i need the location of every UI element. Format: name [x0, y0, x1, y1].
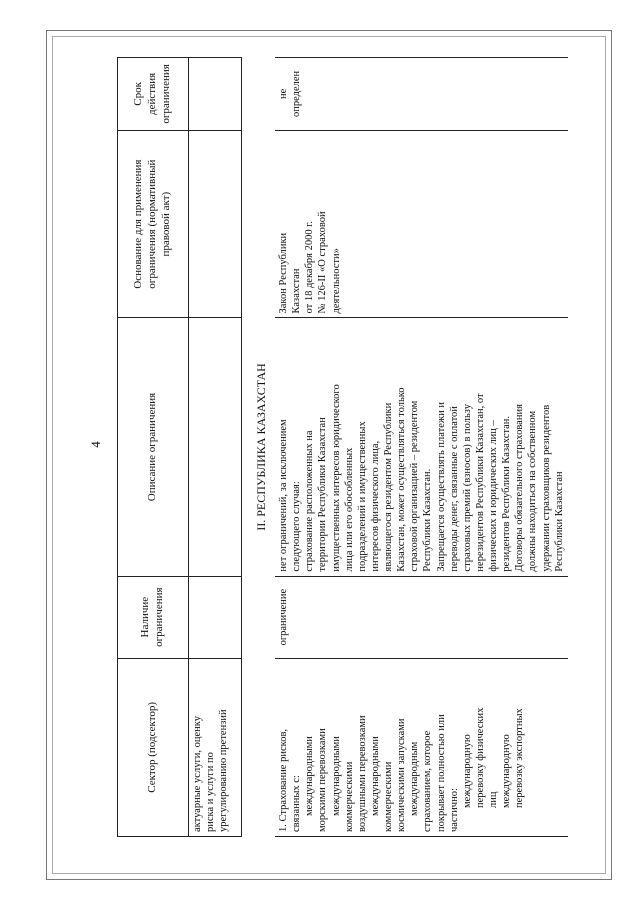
header-basis-line: Основание для применения: [132, 159, 145, 289]
presence-cell: ограничение: [275, 576, 568, 658]
description-line: территории Республики Казахстан: [317, 417, 329, 572]
description-cell: [275, 318, 568, 576]
description-line: переводы денег, связанные с оплатой: [448, 406, 460, 572]
description-line: Казахстан, может осуществляться только: [396, 387, 408, 572]
sector-line: покрывает полностью или: [435, 714, 447, 832]
header-term-line: действия: [146, 72, 159, 115]
section-title: II. РЕСПУБЛИКА КАЗАХСТАН: [254, 363, 268, 531]
sector-line: международную: [461, 734, 473, 808]
sector-line: 1. Страхование рисков,: [278, 728, 289, 832]
basis-line: Закон Республики: [278, 232, 289, 314]
continuation-row: [189, 58, 242, 837]
sector-line: связанных с:: [291, 775, 303, 832]
header-basis: [118, 130, 189, 318]
term-line: не: [278, 88, 289, 100]
rotated-page: [70, 47, 601, 842]
description-line: удержании страховщиков резидентов: [540, 404, 552, 572]
sector-line: воздушными перевозками: [356, 715, 368, 832]
header-term-line: ограничения: [159, 64, 172, 124]
description-line: лица или его обособленных: [343, 447, 355, 572]
basis-line: Казахстан: [291, 268, 303, 314]
description-line: нерезидентов Республики Казахстан, от: [474, 393, 486, 572]
description-line: подразделений и имущественных: [356, 421, 368, 572]
sector-line: международными: [304, 736, 316, 816]
description-line: страховой организацией – резидентом: [409, 400, 421, 572]
term-cell: [275, 58, 568, 131]
main-row: [275, 58, 568, 837]
basis-cell: [275, 130, 568, 318]
sector-line: частично:: [448, 788, 460, 832]
continuation-cell: [189, 658, 242, 836]
basis-line: деятельности»: [330, 248, 342, 314]
basis-line: № 126-II «О страховой: [317, 211, 329, 314]
sector-line: международными: [330, 736, 342, 816]
sector-line: перевозку физических: [474, 707, 486, 808]
sector-line: коммерческими: [383, 761, 394, 832]
sector-line: страхованием, которое: [422, 730, 434, 832]
sector-cell: [275, 658, 568, 836]
sector-line: международными: [369, 736, 381, 816]
header-basis-line: ограничения (нормативный: [146, 159, 159, 289]
sector-line: космическими запусками: [396, 718, 408, 832]
sector-line: коммерческими: [343, 761, 355, 832]
description-line: являющегося резидентом Республики: [383, 402, 394, 572]
description-line: имущественных интересов юридического: [330, 384, 342, 572]
basis-line: от 18 декабря 2000 г.: [304, 221, 316, 314]
description-line: Запрещается осуществлять платежи и: [435, 401, 447, 572]
description-line: страховых премий (взносов) в пользу: [461, 404, 473, 572]
sector-line: лиц: [488, 791, 499, 808]
description-line: интересов физического лица,: [369, 440, 381, 572]
header-description: Описание ограничения: [118, 318, 189, 576]
description-line: должны находиться на собственном: [527, 410, 539, 572]
header-row: [118, 58, 189, 837]
empty-cell: [189, 576, 242, 658]
description-line: страхование расположенных на: [304, 430, 316, 572]
description-line: нет ограничений, за исключением: [278, 419, 289, 572]
sector-line: перевозку экспортных: [514, 708, 526, 808]
description-line: Договоры обязательного страхования: [514, 404, 526, 572]
header-presence-line: ограничения: [153, 587, 165, 647]
continuation-line: урегулированию претензий: [218, 709, 230, 832]
header-term: [118, 58, 189, 131]
sector-line: международным: [409, 741, 421, 816]
header-presence: [118, 576, 189, 658]
description-line: резидентов Республики Казахстан.: [501, 416, 513, 572]
sector-line: морскими перевозками: [317, 728, 329, 832]
description-line: следующего случая:: [291, 481, 303, 572]
restrictions-table: [117, 57, 568, 837]
continuation-line: актуарные услуги, оценку: [192, 716, 203, 832]
description-line: физических и юридических лиц –: [488, 420, 499, 572]
empty-cell: [189, 58, 242, 131]
header-presence-line: Наличие: [139, 596, 152, 638]
header-term-line: Срок: [132, 82, 145, 106]
description-line: Республики Казахстан: [553, 471, 565, 572]
header-sector: Сектор (подсектор): [118, 658, 189, 836]
description-line: Республики Казахстан.: [422, 468, 434, 572]
sector-line: международную: [501, 734, 513, 808]
term-line: определен: [291, 70, 303, 117]
empty-cell: [189, 318, 242, 576]
page-number: 4: [88, 441, 103, 448]
section-row: [242, 58, 276, 837]
header-basis-line: правовой акт): [159, 191, 172, 257]
empty-cell: [189, 130, 242, 318]
continuation-line: риска и услуги по: [205, 752, 217, 832]
